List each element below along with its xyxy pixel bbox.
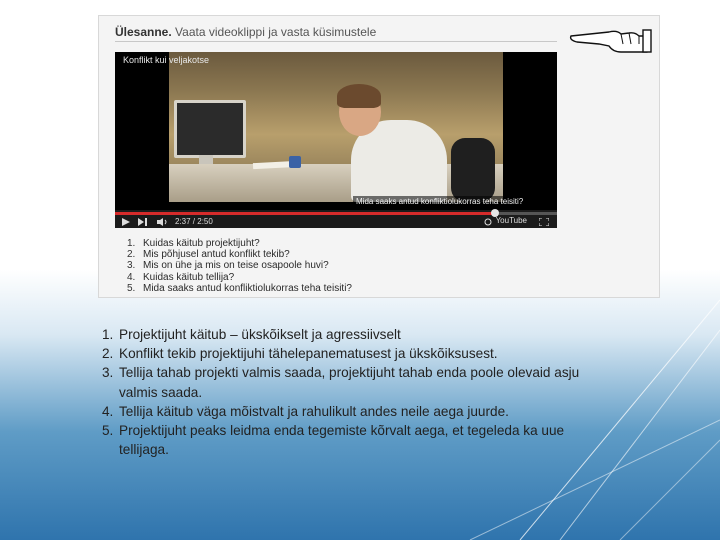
- video-player[interactable]: [115, 52, 557, 228]
- answer-text: Tellija käitub väga mõistvalt ja rahulikult andes neile aega juurde.: [119, 403, 509, 419]
- answer-item: [102, 363, 602, 401]
- question-item: [127, 283, 352, 294]
- question-number: 3.: [127, 260, 136, 272]
- progress-bar[interactable]: [115, 212, 557, 215]
- question-text: Mis on ühe ja mis on teise osapoole huvi?: [143, 260, 329, 272]
- time-current: 2:37: [175, 217, 191, 226]
- answer-text: Konflikt tekib projektijuhi tähelepanematusest ja ükskõiksusest.: [119, 346, 498, 362]
- question-list: [127, 238, 352, 294]
- question-number: 1.: [127, 238, 136, 249]
- volume-icon[interactable]: [157, 218, 169, 226]
- video-subtitle: Mida saaks antud konfliktiolukorras teha teisiti?: [353, 196, 526, 207]
- question-text: Kuidas käitub tellija?: [143, 271, 235, 283]
- question-item: [127, 260, 352, 271]
- answer-list: [102, 325, 602, 459]
- video-title: Konflikt kui veljakotse: [123, 55, 210, 65]
- scene-monitor: [174, 100, 246, 158]
- answer-item: [102, 325, 602, 344]
- progress-fill: [115, 212, 495, 215]
- answer-number: 4.: [102, 403, 114, 419]
- play-icon[interactable]: [121, 218, 131, 226]
- answer-item: [102, 421, 602, 459]
- question-number: 5.: [127, 282, 136, 294]
- answer-number: 3.: [102, 365, 114, 381]
- question-number: 2.: [127, 249, 136, 261]
- video-frame: [169, 52, 503, 202]
- youtube-logo[interactable]: YouTube: [495, 216, 527, 225]
- answer-item: [102, 344, 602, 363]
- question-item: [127, 238, 352, 249]
- answer-text: Tellija tahab projekti valmis saada, projektijuht tahab enda poole olevaid asju valmis saada.: [119, 365, 580, 400]
- settings-icon[interactable]: [483, 218, 493, 226]
- question-text: Kuidas käitub projektijuht?: [143, 238, 260, 249]
- scene-mug: [289, 156, 301, 168]
- question-text: Mis põhjusel antud konflikt tekib?: [143, 249, 290, 261]
- answer-number: 5.: [102, 423, 114, 439]
- task-title-bold: Ülesanne.: [115, 25, 172, 39]
- question-text: Mida saaks antud konfliktiolukorras teha teisiti?: [143, 282, 352, 294]
- time-total: 2:50: [197, 217, 213, 226]
- task-title-text: Vaata videoklippi ja vasta küsimustele: [175, 25, 377, 39]
- pointing-hand-icon: [569, 22, 653, 56]
- answer-number: 1.: [102, 327, 114, 342]
- answer-text: Projektijuht peaks leidma enda tegemiste kõrvalt aega, et tegeleda ka uue tellijaga.: [119, 423, 565, 458]
- answer-text: Projektijuht käitub – ükskõikselt ja agressiivselt: [119, 327, 401, 342]
- scene-chair: [451, 138, 495, 202]
- question-item: [127, 249, 352, 260]
- next-icon[interactable]: [137, 218, 149, 226]
- question-item: [127, 272, 352, 283]
- fullscreen-icon[interactable]: [539, 218, 549, 226]
- answer-number: 2.: [102, 346, 114, 362]
- task-title: [115, 25, 376, 39]
- question-number: 4.: [127, 271, 136, 283]
- answer-item: [102, 402, 602, 421]
- video-time: 2:37 / 2:50: [175, 217, 213, 226]
- title-divider: [115, 41, 557, 42]
- scene-person-hair: [337, 84, 381, 108]
- task-screenshot: [98, 15, 660, 298]
